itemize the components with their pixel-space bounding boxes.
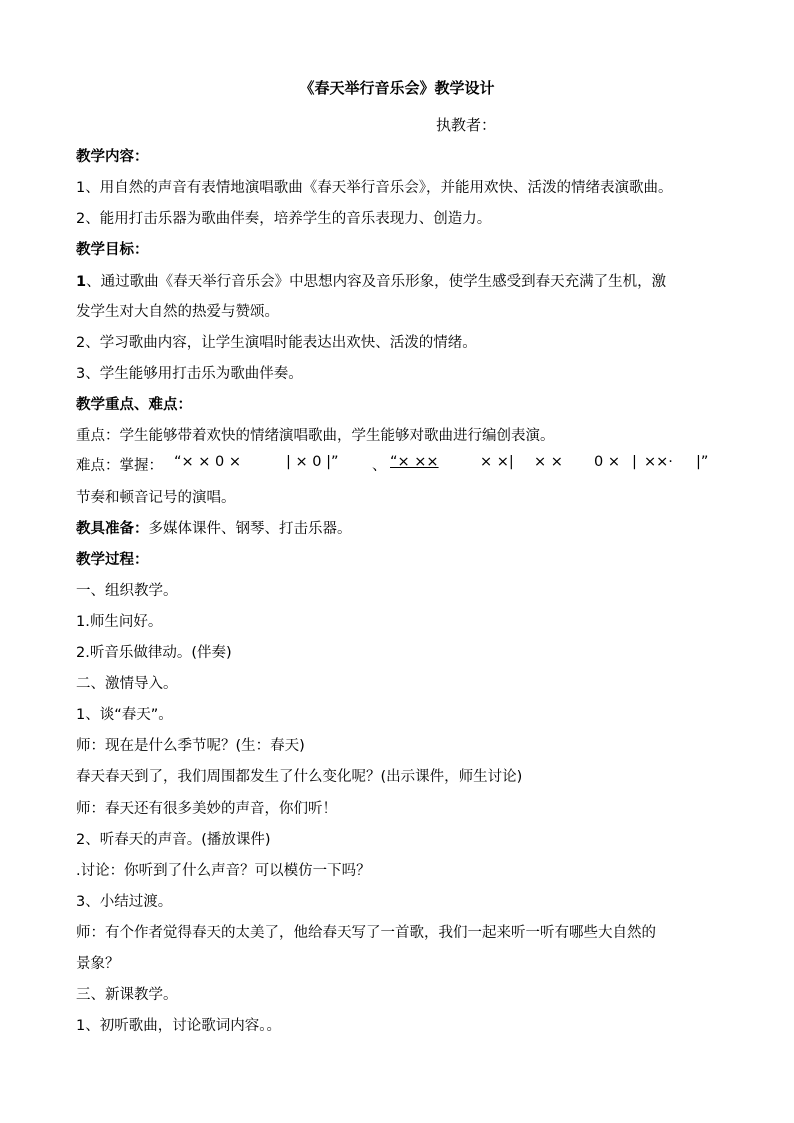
rhythm-pattern-1-end: | × 0 |” [286,454,339,470]
rhythm-pattern-1: “× × 0 × [174,454,242,470]
rhythm-pattern-2-g: |” [696,454,709,470]
rhythm-pattern-2-f: ××· [644,454,673,470]
goal-item-1-number: 1 [76,274,87,290]
difficulty-rhythm-line [76,454,776,480]
process-line-4: 二、激情导入。 [76,676,178,692]
goal-item-2: 2、学习歌曲内容，让学生演唱时能表达出欢快、活泼的情绪。 [76,335,477,351]
process-line-6: 师：现在是什么季节呢？(生：春天) [76,738,305,754]
goal-item-1 [76,270,666,291]
author-label: 执教者： [436,116,497,134]
difficulty-label: 难点：掌握： [76,458,163,474]
tools-line [76,517,352,538]
process-line-14: 三、新课教学。 [76,987,178,1003]
rhythm-pattern-2-a: “× ×× [390,454,439,470]
key-heading: 教学重点、难点： [76,397,192,413]
process-heading: 教学过程： [76,552,149,568]
process-line-13: 景象？ [76,956,120,972]
process-line-11: 3、小结过渡。 [76,894,173,910]
content-item-1: 1、用自然的声音有表情地演唱歌曲《春天举行音乐会》，并能用欢快、活泼的情绪表演歌曲。 [76,180,673,196]
document-title: 《春天举行音乐会》教学设计 [299,79,495,97]
content-item-2: 2、能用打击乐器为歌曲伴奏，培养学生的音乐表现力、创造力。 [76,211,492,227]
difficulty-tail: 节奏和顿音记号的演唱。 [76,490,236,506]
key-point: 重点：学生能够带着欢快的情绪演唱歌曲，学生能够对歌曲进行编创表演。 [76,428,555,444]
rhythm-pattern-2-e: | [632,454,637,470]
process-line-5: 1、谈“春天”。 [76,707,173,723]
rhythm-pattern-2-b: × ×| [480,454,514,470]
goal-item-3: 3、学生能够用打击乐为歌曲伴奏。 [76,366,303,382]
process-line-10: .讨论：你听到了什么声音？可以模仿一下吗？ [76,863,371,879]
goal-item-1-text: 、通过歌曲《春天举行音乐会》中思想内容及音乐形象，使学生感受到春天充满了生机，激 [86,274,667,290]
rhythm-separator: 、 [372,458,387,474]
tools-heading: 教具准备： [76,521,149,537]
process-line-9: 2、听春天的声音。(播放课件) [76,832,271,848]
goal-item-1-continued: 发学生对大自然的热爱与赞颂。 [76,304,279,320]
tools-text: 多媒体课件、钢琴、打击乐器。 [148,521,352,537]
rhythm-pattern-2-d: 0 × [594,454,620,470]
process-line-8: 师：春天还有很多美妙的声音，你们听！ [76,801,337,817]
process-line-15: 1、初听歌曲，讨论歌词内容。。 [76,1018,281,1034]
process-line-3: 2.听音乐做律动。(伴奏) [76,645,232,661]
process-line-1: 一、组织教学。 [76,583,178,599]
process-line-2: 1.师生问好。 [76,614,163,630]
process-line-7: 春天春天到了，我们周围都发生了什么变化呢？(出示课件，师生讨论) [76,769,523,785]
content-heading: 教学内容： [76,149,149,165]
process-line-12: 师：有个作者觉得春天的太美了，他给春天写了一首歌，我们一起来听一听有哪些大自然的 [76,925,656,941]
goal-heading: 教学目标： [76,242,149,258]
rhythm-pattern-2-c: × × [534,454,563,470]
